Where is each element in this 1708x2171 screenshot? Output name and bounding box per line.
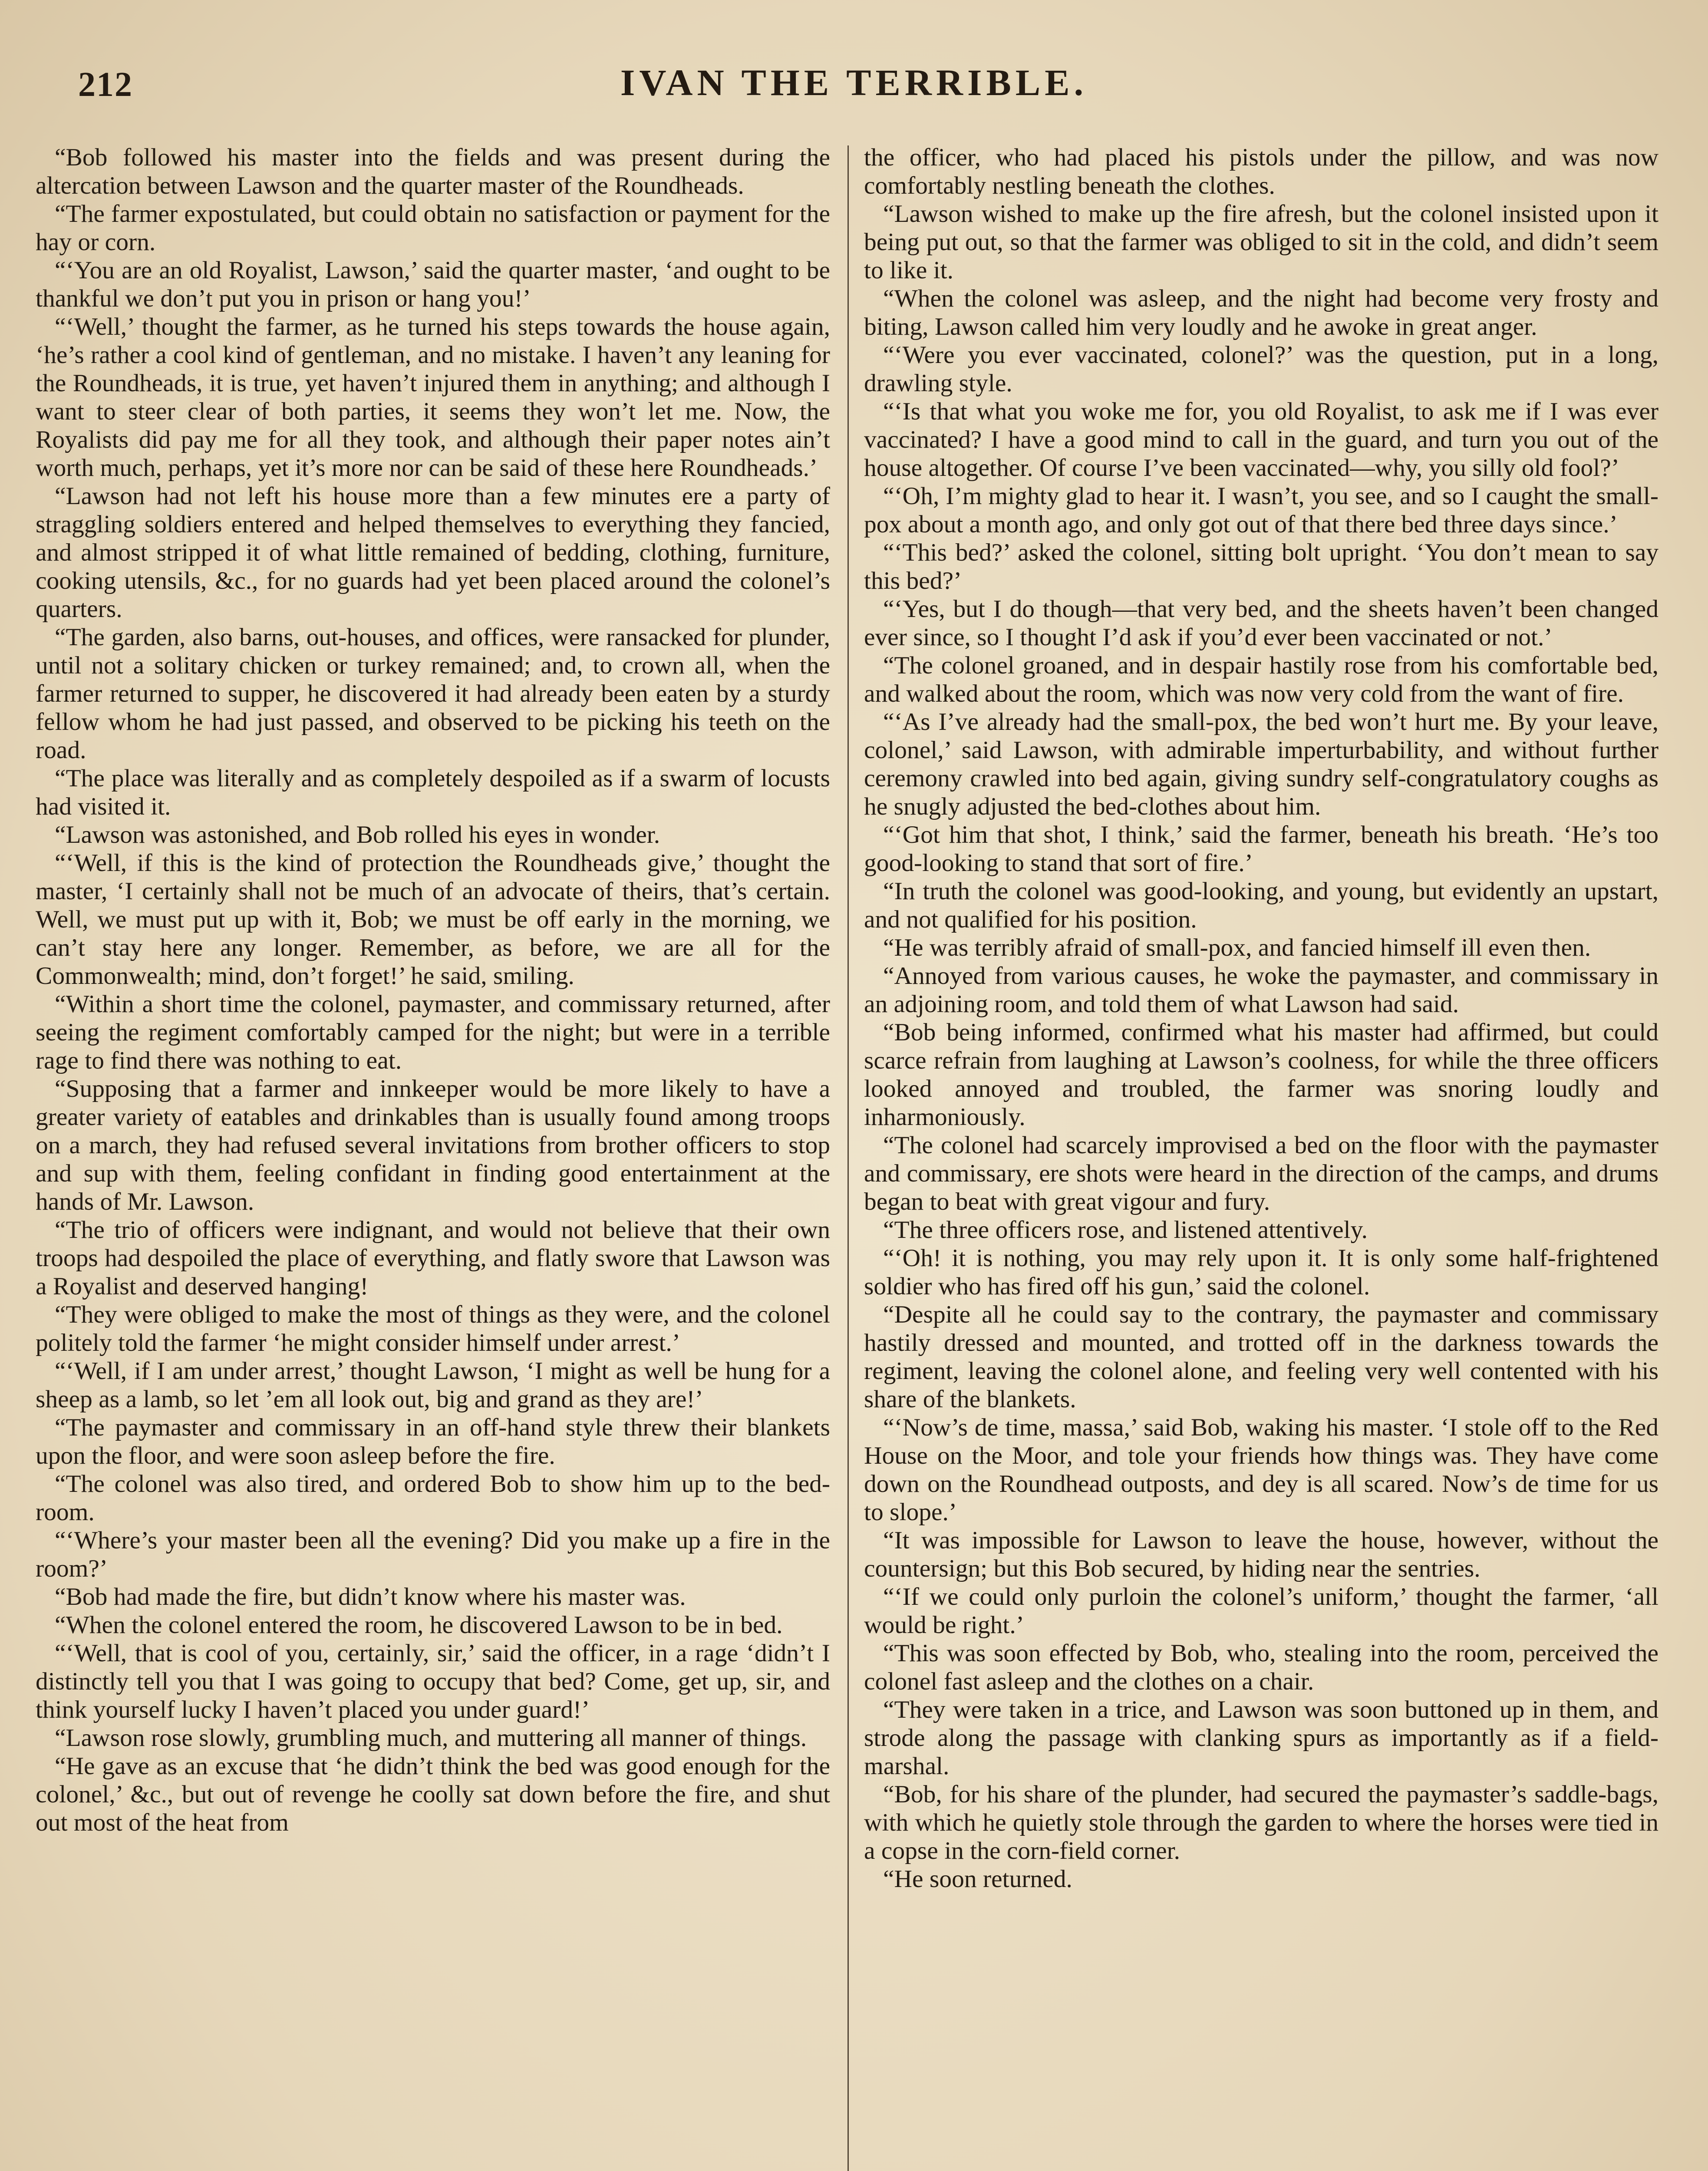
paragraph: “‘You are an old Royalist, Lawson,’ said the quarter master, ‘and ought to be thankful we don’t put you in prison or hang you!’ — [36, 257, 830, 312]
paragraph: “The trio of officers were indignant, and would not believe that their own troops had despoiled the place of everything, and flatly swore that Lawson was a Royalist and deserved hanging! — [36, 1216, 830, 1300]
paragraph: “The place was literally and as completely despoiled as if a swarm of locusts had visited it. — [36, 765, 830, 820]
paragraph: “‘This bed?’ asked the colonel, sitting bolt upright. ‘You don’t mean to say this bed?’ — [864, 539, 1659, 594]
paragraph: “‘Well,’ thought the farmer, as he turned his steps towards the house again, ‘he’s rather a cool kind of gentleman, and no mistake. I haven’t any leaning for the Roundheads, it is true, yet haven’t injured them in anything; and although I want to steer clear of both parties, it seems they won’t let me. Now, the Royalists did pay me for all they took, and although their paper notes ain’t worth much, perhaps, yet it’s more nor can be said of these here Roundheads.’ — [36, 313, 830, 482]
paragraph: “In truth the colonel was good-looking, and young, but evidently an upstart, and not qualified for his position. — [864, 878, 1659, 933]
paragraph: “It was impossible for Lawson to leave the house, however, without the countersign; but this Bob secured, by hiding near the sentries. — [864, 1527, 1659, 1582]
paragraph: “‘Well, that is cool of you, certainly, sir,’ said the officer, in a rage ‘didn’t I distinctly tell you that I was going to occupy that bed? Come, get up, sir, and think yourself lucky I haven’t placed you under guard!’ — [36, 1640, 830, 1723]
paragraph: “When the colonel entered the room, he discovered Lawson to be in bed. — [55, 1611, 783, 1639]
paragraph: “The colonel was also tired, and ordered Bob to show him up to the bed-room. — [36, 1470, 830, 1526]
paragraph: “Lawson had not left his house more than a few minutes ere a party of straggling soldiers entered and helped themselves to everything they fancied, and almost stripped it of what little remained of bedding, clothing, furniture, cooking utensils, &c., for no guards had yet been placed around the colonel’s quarters. — [36, 482, 830, 623]
paragraph: “Despite all he could say to the contrary, the paymaster and commissary hastily dressed and mounted, and trotted off in the darkness towards the regiment, leaving the colonel alone, and feeling very well contented with his share of the blankets. — [864, 1301, 1659, 1413]
paragraph: “‘Now’s de time, massa,’ said Bob, waking his master. ‘I stole off to the Red House on the Moor, and tole your friends how things was. They have come down on the Roundhead outposts, and dey is all scared. Now’s de time for us to slope.’ — [864, 1414, 1659, 1526]
page-number: 212 — [78, 66, 133, 104]
paragraph: “‘Is that what you woke me for, you old Royalist, to ask me if I was ever vaccinated? I have a good mind to call in the guard, and turn you out of the house altogether. Of course I’ve been vaccinated—why, you silly old fool?’ — [864, 398, 1659, 482]
paragraph: “Bob had made the fire, but didn’t know where his master was. — [55, 1583, 686, 1610]
paragraph: “‘Were you ever vaccinated, colonel?’ was the question, put in a long, drawling style. — [864, 341, 1659, 397]
paragraph: “‘Oh, I’m mighty glad to hear it. I wasn’t, you see, and so I caught the small-pox about a month ago, and only got out of that there bed three days since.’ — [864, 482, 1659, 538]
paragraph: “‘Well, if this is the kind of protection the Roundheads give,’ thought the master, ‘I certainly shall not be much of an advocate of theirs, that’s certain. Well, we must put up with it, Bob; we must be off early in the morning, we can’t stay here any longer. Remember, as before, we are all for the Commonwealth; mind, don’t forget!’ he said, smiling. — [36, 849, 830, 990]
paragraph: “The paymaster and commissary in an off-hand style threw their blankets upon the floor, and were soon asleep before the fire. — [36, 1414, 830, 1469]
paragraph: “The colonel had scarcely improvised a bed on the floor with the paymaster and commissary, ere shots were heard in the direction of the camps, and drums began to beat with great vigour and fury. — [864, 1132, 1659, 1215]
paragraph: “The three officers rose, and listened attentively. — [883, 1216, 1368, 1244]
paragraph: “‘Got him that shot, I think,’ said the farmer, beneath his breath. ‘He’s too good-looking to stand that sort of fire.’ — [864, 821, 1659, 877]
paragraph: “Annoyed from various causes, he woke the paymaster, and commissary in an adjoining room, and told them of what Lawson had said. — [864, 962, 1659, 1018]
page-header — [78, 62, 1630, 130]
paragraph: “Supposing that a farmer and innkeeper would be more likely to have a greater variety of eatables and drinkables than is usually found among troops on a march, they had refused several invitations from brother officers to stop and sup with them, feeling confidant in finding good entertainment at the hands of Mr. Lawson. — [36, 1075, 830, 1215]
paragraph: “He soon returned. — [883, 1865, 1072, 1893]
paragraph: “Bob followed his master into the fields and was present during the altercation between Lawson and the quarter master of the Roundheads. — [36, 144, 830, 199]
paragraph: “This was soon effected by Bob, who, stealing into the room, perceived the colonel fast asleep and the clothes on a chair. — [864, 1640, 1659, 1695]
paragraph: “‘Oh! it is nothing, you may rely upon it. It is only some half-frightened soldier who has fired off his gun,’ said the colonel. — [864, 1244, 1659, 1300]
paragraph: “Lawson was astonished, and Bob rolled his eyes in wonder. — [55, 821, 660, 848]
paragraph: “He gave as an excuse that ‘he didn’t think the bed was good enough for the colonel,’ &c., but out of revenge he coolly sat down before the fire, and shut out most of the heat from — [36, 1752, 830, 1836]
paragraph: “‘As I’ve already had the small-pox, the bed won’t hurt me. By your leave, colonel,’ said Lawson, with admirable imperturbability, and without further ceremony crawled into bed again, giving sundry self-congratulatory coughs as he snugly adjusted the bed-clothes about him. — [864, 708, 1659, 820]
paragraph: “When the colonel was asleep, and the night had become very frosty and biting, Lawson called him very loudly and he awoke in great anger. — [864, 285, 1659, 340]
paragraph: “‘If we could only purloin the colonel’s uniform,’ thought the farmer, ‘all would be right.’ — [864, 1583, 1659, 1639]
paragraph: “‘Well, if I am under arrest,’ thought Lawson, ‘I might as well be hung for a sheep as a lamb, so let ’em all look out, big and grand as they are!’ — [36, 1357, 830, 1413]
paragraph: “The colonel groaned, and in despair hastily rose from his comfortable bed, and walked about the room, which was now very cold from the want of fire. — [864, 652, 1659, 707]
paragraph: “‘Yes, but I do though—that very bed, and the sheets haven’t been changed ever since, so I thought I’d ask if you’d ever been vaccinated or not.’ — [864, 595, 1659, 651]
paragraph: “Bob, for his share of the plunder, had secured the paymaster’s saddle-bags, with which he quietly stole through the garden to where the horses were tied in a copse in the corn-field corner. — [864, 1781, 1659, 1864]
paragraph: “Bob being informed, confirmed what his master had affirmed, but could scarce refrain from laughing at Lawson’s coolness, for while the three officers looked annoyed and troubled, the farmer was snoring loudly and inharmoniously. — [864, 1019, 1659, 1131]
paragraph: “They were obliged to make the most of things as they were, and the colonel politely told the farmer ‘he might consider himself under arrest.’ — [36, 1301, 830, 1356]
paragraph: “The garden, also barns, out-houses, and offices, were ransacked for plunder, until not a solitary chicken or turkey remained; and, to crown all, when the farmer returned to supper, he discovered it had already been eaten by a sturdy fellow whom he had just passed, and observed to be picking his teeth on the road. — [36, 624, 830, 764]
paragraph: “The farmer expostulated, but could obtain no satisfaction or payment for the hay or corn. — [36, 200, 830, 256]
right-column — [864, 143, 1659, 2171]
paragraph-continued: the officer, who had placed his pistols under the pillow, and was now comfortably nestling beneath the clothes. — [864, 144, 1659, 199]
paragraph: “Within a short time the colonel, paymaster, and commissary returned, after seeing the regiment comfortably camped for the night; but were in a terrible rage to find there was nothing to eat. — [36, 990, 830, 1074]
paragraph: “They were taken in a trice, and Lawson was soon buttoned up in them, and strode along the passage with clanking spurs as importantly as if a field-marshal. — [864, 1696, 1659, 1780]
paragraph: “He was terribly afraid of small-pox, and fancied himself ill even then. — [883, 934, 1591, 961]
left-column — [36, 143, 830, 2171]
column-divider — [847, 145, 849, 2171]
paragraph: “‘Where’s your master been all the evening? Did you make up a fire in the room?’ — [36, 1527, 830, 1582]
page-title: IVAN THE TERRIBLE. — [620, 62, 1088, 103]
paragraph: “Lawson wished to make up the fire afresh, but the colonel insisted upon it being put out, so that the farmer was obliged to sit in the cold, and didn’t seem to like it. — [864, 200, 1659, 284]
paragraph: “Lawson rose slowly, grumbling much, and muttering all manner of things. — [55, 1724, 807, 1752]
